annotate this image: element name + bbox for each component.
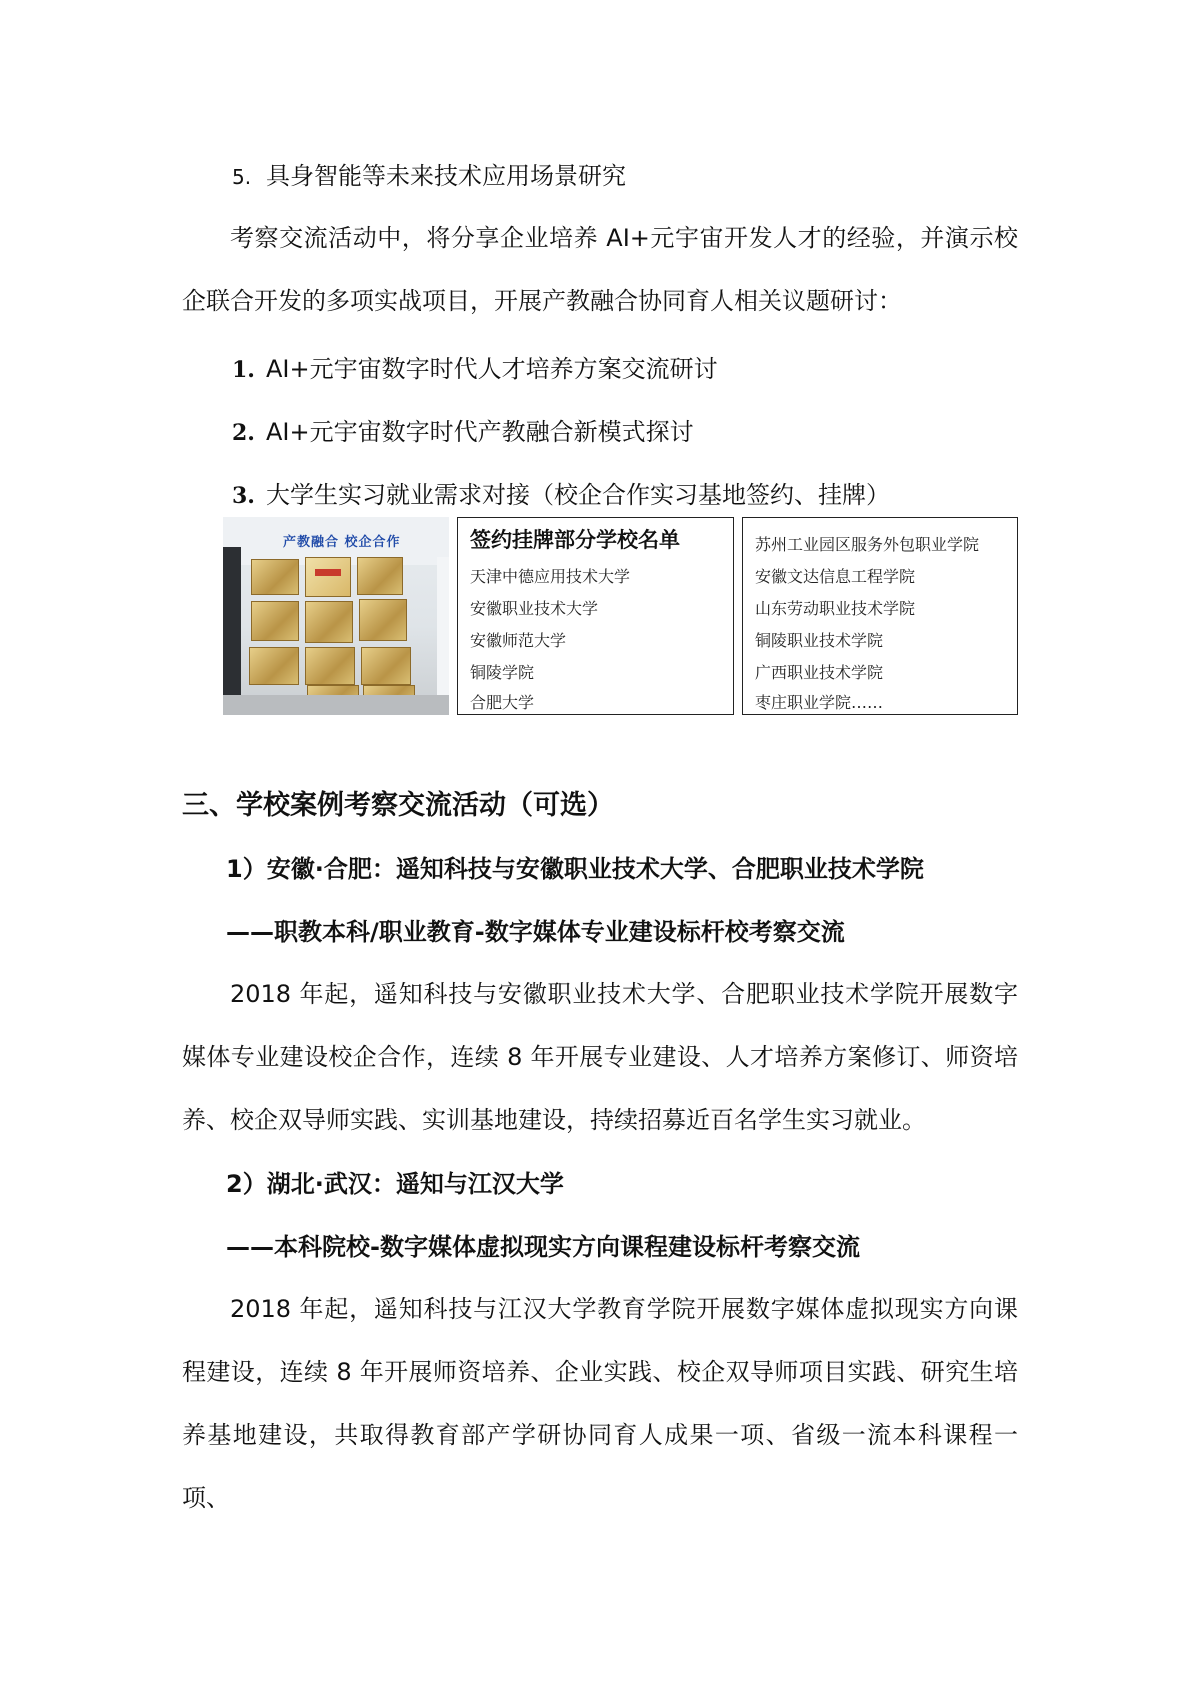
plaque [357, 557, 403, 595]
topic-item-2 [232, 416, 694, 449]
case-1-title: 1）安徽·合肥：遥知科技与安徽职业技术大学、合肥职业技术学院 [226, 855, 924, 883]
photo-floor [223, 695, 449, 715]
plaque [305, 601, 353, 643]
plaque [359, 599, 407, 641]
school-list-box-right [742, 517, 1018, 715]
case-1-body: 2018 年起，遥知科技与安徽职业技术大学、合肥职业技术学院开展数字媒体专业建设校企合作，连续 8 年开展专业建设、人才培养方案修订、师资培养、校企双导师实践、实训基地建设，持续招募近百名学生实习就业。 [182, 980, 1018, 1134]
plaque [251, 559, 299, 595]
case-2-body: 2018 年起，遥知科技与江汉大学教育学院开展数字媒体虚拟现实方向课程建设，连续 8 年开展师资培养、企业实践、校企双导师项目实践、研究生培养基地建设，共取得教育部产学研协同育人成果一项、省级一流本科课程一项、 [182, 1295, 1018, 1512]
school-list-item: 枣庄职业学院…… [755, 693, 884, 712]
list-number: 5. [232, 165, 252, 189]
school-list-item: 安徽师范大学 [470, 631, 567, 650]
case-2-title: 2）湖北·武汉：遥知与江汉大学 [226, 1170, 564, 1198]
plaque [249, 647, 299, 685]
topic-item-3 [232, 479, 890, 512]
paragraph-exchange-activities: 考察交流活动中，将分享企业培养 AI+元宇宙开发人才的经验，并演示校企联合开发的多项实战项目，开展产教融合协同育人相关议题研讨： [182, 224, 1018, 315]
school-list-item: 铜陵职业技术学院 [755, 631, 884, 650]
school-list-item: 天津中德应用技术大学 [470, 567, 631, 586]
school-list-item: 安徽文达信息工程学院 [755, 567, 916, 586]
list-item-text: 具身智能等未来技术应用场景研究 [266, 162, 626, 190]
topic-number: 1. [232, 357, 255, 383]
school-list-item: 广西职业技术学院 [755, 663, 884, 682]
topic-text: AI+元宇宙数字时代产教融合新模式探讨 [266, 418, 694, 446]
section-heading: 三、学校案例考察交流活动（可选） [182, 790, 614, 821]
school-list-box-left [457, 517, 734, 715]
school-list-item: 铜陵学院 [470, 663, 535, 682]
plaque [361, 647, 411, 685]
topic-text: AI+元宇宙数字时代人才培养方案交流研讨 [266, 355, 718, 383]
case-1-subtitle: ——职教本科/职业教育-数字媒体专业建设标杆校考察交流 [226, 918, 845, 946]
photo-dark-edge [223, 547, 241, 715]
school-list-item: 安徽职业技术大学 [470, 599, 599, 618]
school-list-item: 苏州工业园区服务外包职业学院 [755, 535, 980, 554]
photo-wall [437, 557, 449, 707]
topic-number: 3. [232, 483, 255, 509]
school-list-item: 合肥大学 [470, 693, 535, 712]
school-list-title: 签约挂牌部分学校名单 [470, 528, 680, 552]
topic-item-1 [232, 353, 718, 386]
photo-banner-text: 产教融合 校企合作 [283, 535, 401, 550]
school-list-item: 山东劳动职业技术学院 [755, 599, 916, 618]
list-item-5 [232, 160, 626, 193]
topic-text: 大学生实习就业需求对接（校企合作实习基地签约、挂牌） [266, 481, 890, 509]
topic-number: 2. [232, 420, 255, 446]
plaque [305, 557, 351, 597]
case-2-subtitle: ——本科院校-数字媒体虚拟现实方向课程建设标杆考察交流 [226, 1233, 860, 1261]
plaque-wall-photo [223, 517, 449, 715]
plaque [251, 601, 299, 641]
plaque [305, 647, 355, 685]
